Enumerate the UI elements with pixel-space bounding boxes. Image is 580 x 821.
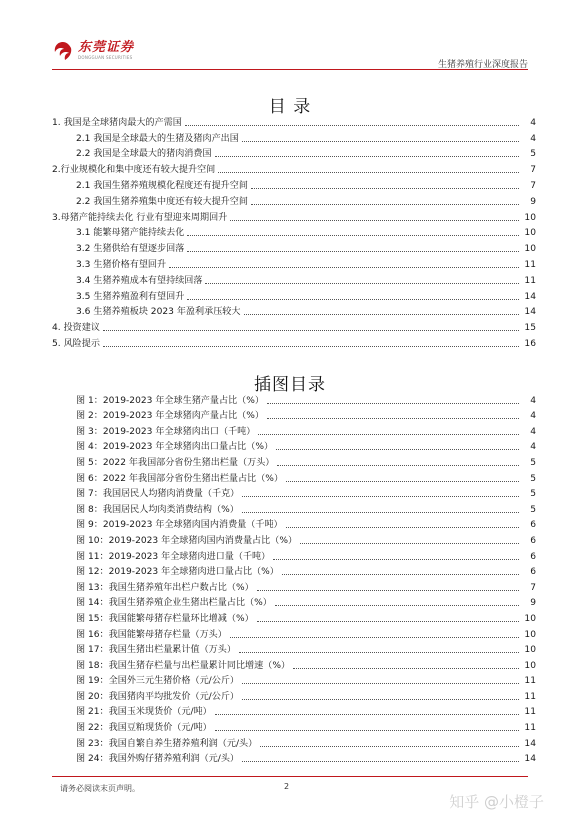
disclaimer-note: 请务必阅读末页声明。 <box>60 784 140 793</box>
toc-entry[interactable] <box>52 129 536 145</box>
entry-label: 3.4 生猪养殖成本有望持续回落 <box>76 275 203 286</box>
entry-page-number: 5 <box>530 504 536 515</box>
figure-entry[interactable] <box>52 718 536 734</box>
toc-entry[interactable] <box>52 113 536 129</box>
entry-page-number: 6 <box>530 535 536 546</box>
entry-page-number: 14 <box>524 754 536 765</box>
entry-label: 图 16：我国能繁母猪存栏量（万头） <box>76 629 227 640</box>
dot-leader <box>187 250 519 252</box>
figure-entry[interactable] <box>52 594 536 610</box>
toc-entry[interactable] <box>52 160 536 176</box>
entry-page-number: 11 <box>524 723 536 734</box>
toc-entry[interactable] <box>52 255 536 271</box>
entry-label: 3.1 能繁母猪产能持续去化 <box>76 228 185 239</box>
entry-label: 图 1：2019-2023 年全球生猪产量占比（%） <box>76 395 264 406</box>
toc-entry[interactable] <box>52 303 536 319</box>
logo-chinese-name: 东莞证券 <box>78 40 135 55</box>
entry-label: 图 2：2019-2023 年全球猪肉产量占比（%） <box>76 411 264 422</box>
figure-entry[interactable] <box>52 453 536 469</box>
entry-label: 图 12：2019-2023 年全球猪肉进口量占比（%） <box>76 567 279 578</box>
figure-entry[interactable] <box>52 500 536 516</box>
entry-label: 3.母猪产能持续去化 行业有望迎来周期回升 <box>52 212 228 223</box>
entry-label: 图 21：我国玉米现货价（元/吨） <box>76 707 212 718</box>
dot-leader <box>257 620 519 622</box>
entry-label: 图 19：全国外三元生猪价格（元/公斤） <box>76 676 240 687</box>
dot-leader <box>293 667 519 669</box>
dot-leader <box>215 155 519 157</box>
footer-divider <box>52 776 528 777</box>
entry-page-number: 11 <box>524 259 536 270</box>
dot-leader <box>230 219 519 221</box>
figures-title: 插图目录 <box>254 375 326 395</box>
dot-leader <box>103 329 519 331</box>
dot-leader <box>258 433 519 435</box>
dot-leader <box>242 140 519 142</box>
figure-entry[interactable] <box>52 703 536 719</box>
entry-label: 图 9：2019-2023 年全球猪肉国内消费量（千吨） <box>76 520 283 531</box>
figure-entry[interactable] <box>52 438 536 454</box>
figure-entry[interactable] <box>52 563 536 579</box>
entry-page-number: 7 <box>530 582 536 593</box>
entry-page-number: 10 <box>524 228 536 239</box>
figure-entry[interactable] <box>52 485 536 501</box>
entry-page-number: 9 <box>530 598 536 609</box>
dot-leader <box>242 511 519 513</box>
dot-leader <box>242 760 519 762</box>
toc-entry[interactable] <box>52 334 536 350</box>
entry-page-number: 4 <box>530 442 536 453</box>
entry-label: 图 18：我国生猪存栏量与出栏量累计同比增速（%） <box>76 660 291 671</box>
toc-entry[interactable] <box>52 224 536 240</box>
dot-leader <box>275 604 519 606</box>
entry-label: 图 3：2019-2023 年全球猪肉出口（千吨） <box>76 426 256 437</box>
entry-page-number: 7 <box>530 180 536 191</box>
figure-entry[interactable] <box>52 547 536 563</box>
logo-english-name: DONGGUAN SECURITIES <box>78 55 133 60</box>
entry-page-number: 10 <box>524 645 536 656</box>
entry-label: 3.6 生猪养殖板块 2023 年盈利承压较大 <box>76 307 241 318</box>
figure-entry[interactable] <box>52 407 536 423</box>
toc-entry[interactable] <box>52 176 536 192</box>
toc-entry[interactable] <box>52 271 536 287</box>
entry-label: 图 13：我国生猪养殖年出栏户数占比（%） <box>76 582 254 593</box>
dot-leader <box>286 480 519 482</box>
toc-entry[interactable] <box>52 318 536 334</box>
dot-leader <box>251 203 519 205</box>
entry-page-number: 10 <box>524 660 536 671</box>
entry-page-number: 11 <box>524 275 536 286</box>
entry-page-number: 4 <box>530 411 536 422</box>
entry-page-number: 5 <box>530 489 536 500</box>
dot-leader <box>242 698 519 700</box>
dot-leader <box>300 542 519 544</box>
dot-leader <box>244 313 520 315</box>
entry-label: 4. 投资建议 <box>52 323 100 334</box>
figure-entry[interactable] <box>52 391 536 407</box>
dot-leader <box>277 464 519 466</box>
entry-page-number: 9 <box>530 196 536 207</box>
entry-label: 3.3 生猪价格有望回升 <box>76 259 167 270</box>
entry-page-number: 14 <box>524 738 536 749</box>
dot-leader <box>257 589 519 591</box>
entry-page-number: 14 <box>524 291 536 302</box>
dot-leader <box>276 448 519 450</box>
figure-list <box>52 391 536 765</box>
toc-entry[interactable] <box>52 145 536 161</box>
figure-entry[interactable] <box>52 531 536 547</box>
entry-label: 图 10：2019-2023 年全球猪肉国内消费量占比（%） <box>76 535 298 546</box>
dot-leader <box>251 187 519 189</box>
entry-label: 图 24：我国外购仔猪养殖利润（元/头） <box>76 754 240 765</box>
entry-page-number: 11 <box>524 691 536 702</box>
figure-entry[interactable] <box>52 687 536 703</box>
dot-leader <box>239 651 519 653</box>
dot-leader <box>273 558 519 560</box>
figure-entry[interactable] <box>52 578 536 594</box>
entry-label: 图 15：我国能繁母猪存栏量环比增减（%） <box>76 613 254 624</box>
dot-leader <box>230 636 519 638</box>
entry-label: 2.行业规模化和集中度还有较大提升空间 <box>52 165 216 176</box>
entry-page-number: 4 <box>530 395 536 406</box>
entry-page-number: 11 <box>524 676 536 687</box>
dot-leader <box>205 282 519 284</box>
entry-page-number: 7 <box>530 165 536 176</box>
dot-leader <box>169 266 519 268</box>
toc-entry[interactable] <box>52 239 536 255</box>
entry-label: 图 20：我国猪肉平均批发价（元/公斤） <box>76 691 240 702</box>
logo-emblem-icon <box>52 40 74 62</box>
entry-page-number: 11 <box>524 707 536 718</box>
entry-page-number: 6 <box>530 551 536 562</box>
report-title: 生猪养殖行业深度报告 <box>437 60 528 70</box>
entry-label: 5. 风险提示 <box>52 338 100 349</box>
entry-label: 图 11：2019-2023 年全球猪肉进口量（千吨） <box>76 551 271 562</box>
entry-page-number: 14 <box>524 307 536 318</box>
dot-leader <box>103 345 519 347</box>
dot-leader <box>260 745 519 747</box>
entry-page-number: 5 <box>530 473 536 484</box>
dot-leader <box>242 495 519 497</box>
entry-label: 图 14：我国生猪养殖企业生猪出栏量占比（%） <box>76 598 272 609</box>
entry-label: 3.2 生猪供给有望逐步回落 <box>76 244 185 255</box>
company-logo <box>52 40 134 62</box>
entry-label: 3.5 生猪养殖盈利有望回升 <box>76 291 185 302</box>
entry-label: 图 22：我国豆粕现货价（元/吨） <box>76 723 212 734</box>
entry-label: 图 8：我国居民人均肉类消费结构（%） <box>76 504 239 515</box>
entry-label: 2.2 我国生猪养殖集中度还有较大提升空间 <box>76 196 248 207</box>
entry-label: 图 23：我国自繁自养生猪养殖利润（元/头） <box>76 738 258 749</box>
entry-page-number: 10 <box>524 629 536 640</box>
dot-leader <box>215 729 519 731</box>
entry-label: 图 4：2019-2023 年全球猪肉出口量占比（%） <box>76 442 274 453</box>
entry-label: 1. 我国是全球猪肉最大的产需国 <box>52 117 182 128</box>
page-header <box>0 0 580 72</box>
figure-entry[interactable] <box>52 625 536 641</box>
entry-label: 图 7：我国居民人均猪肉消费量（千克） <box>76 489 240 500</box>
entry-page-number: 5 <box>530 457 536 468</box>
header-divider <box>52 69 528 70</box>
dot-leader <box>282 573 519 575</box>
entry-label: 图 5：2022 年我国部分省份生猪出栏量（万头） <box>76 457 275 468</box>
entry-label: 图 6：2022 年我国部分省份生猪出栏量占比（%） <box>76 473 284 484</box>
entry-page-number: 6 <box>530 567 536 578</box>
dot-leader <box>215 713 519 715</box>
figure-entry[interactable] <box>52 469 536 485</box>
entry-page-number: 4 <box>530 133 536 144</box>
dot-leader <box>267 402 519 404</box>
entry-label: 2.1 我国是全球最大的生猪及猪肉产出国 <box>76 133 239 144</box>
dot-leader <box>185 124 519 126</box>
entry-page-number: 5 <box>530 149 536 160</box>
entry-page-number: 6 <box>530 520 536 531</box>
toc-entry[interactable] <box>52 192 536 208</box>
dot-leader <box>286 526 519 528</box>
figure-entry[interactable] <box>52 672 536 688</box>
entry-page-number: 10 <box>524 613 536 624</box>
figure-entry[interactable] <box>52 656 536 672</box>
entry-page-number: 4 <box>530 426 536 437</box>
page-number: 2 <box>284 782 290 791</box>
entry-label: 2.1 我国生猪养殖规模化程度还有提升空间 <box>76 180 248 191</box>
entry-label: 2.2 我国是全球最大的猪肉消费国 <box>76 149 212 160</box>
entry-label: 图 17：我国生猪出栏量累计值（万头） <box>76 645 236 656</box>
figure-entry[interactable] <box>52 750 536 766</box>
table-of-contents <box>52 113 536 350</box>
entry-page-number: 15 <box>524 323 536 334</box>
figure-entry[interactable] <box>52 734 536 750</box>
toc-title: 目 录 <box>268 97 312 117</box>
figure-entry[interactable] <box>52 516 536 532</box>
figure-entry[interactable] <box>52 641 536 657</box>
entry-page-number: 10 <box>524 244 536 255</box>
toc-entry[interactable] <box>52 208 536 224</box>
dot-leader <box>187 298 519 300</box>
figure-entry[interactable] <box>52 609 536 625</box>
entry-page-number: 10 <box>524 212 536 223</box>
dot-leader <box>187 234 519 236</box>
dot-leader <box>218 171 519 173</box>
dot-leader <box>267 417 519 419</box>
toc-entry[interactable] <box>52 287 536 303</box>
watermark: 知乎 @小橙子 <box>449 793 544 811</box>
entry-page-number: 4 <box>530 117 536 128</box>
entry-page-number: 16 <box>524 338 536 349</box>
figure-entry[interactable] <box>52 422 536 438</box>
dot-leader <box>242 682 519 684</box>
